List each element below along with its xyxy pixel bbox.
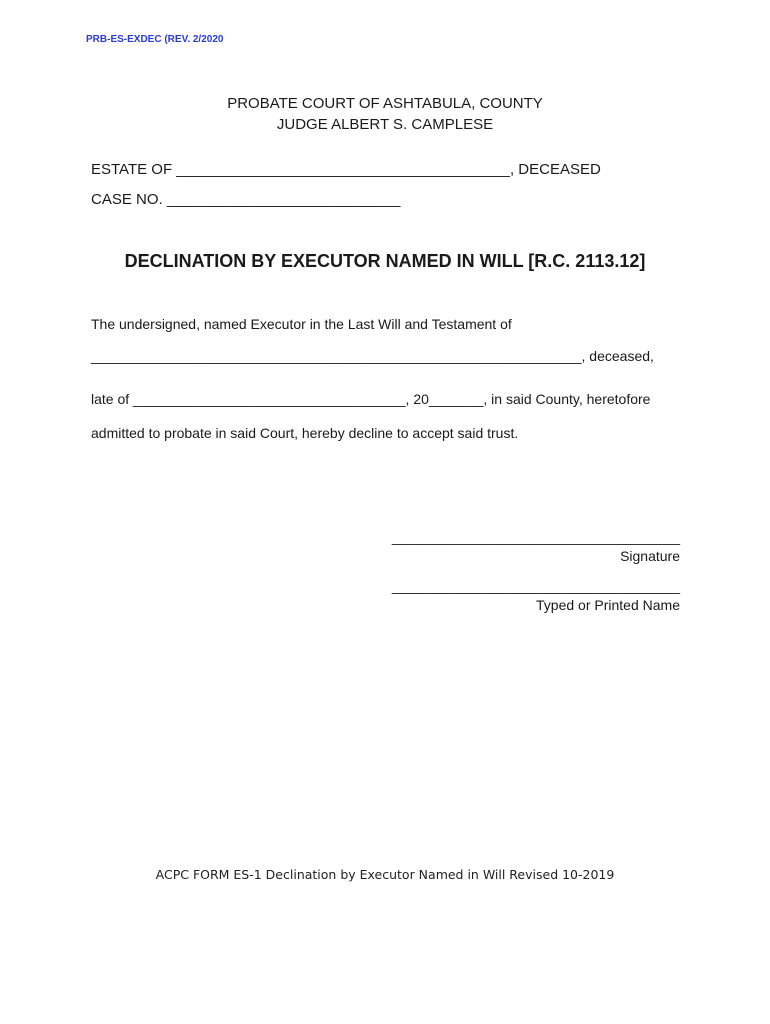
court-header (0, 93, 770, 135)
signature-block (392, 528, 680, 566)
residence-date-field[interactable]: late of ___________________________________, 20_______, in said County, heretofore (91, 391, 651, 407)
court-name: PROBATE COURT OF ASHTABULA, COUNTY (227, 95, 543, 112)
signature-label: Signature (620, 548, 680, 564)
printed-name-line[interactable]: _____________________________________ (391, 578, 680, 594)
case-number-field[interactable]: CASE NO. ____________________________ (91, 191, 401, 208)
signature-line[interactable]: _____________________________________ (391, 529, 680, 545)
document-title: DECLINATION BY EXECUTOR NAMED IN WILL [R.C. 2113.12] (124, 251, 646, 271)
printed-name-label: Typed or Printed Name (536, 597, 680, 613)
judge-name: JUDGE ALBERT S. CAMPLESE (276, 116, 494, 133)
form-code: PRB-ES-EXDEC (REV. 2/2020 (86, 34, 224, 45)
body-line-1: The undersigned, named Executor in the Last Will and Testament of (91, 316, 512, 332)
estate-of-field[interactable]: ESTATE OF ________________________________________, DECEASED (91, 161, 601, 178)
form-footer: ACPC FORM ES-1 Declination by Executor Named in Will Revised 10-2019 (155, 867, 615, 882)
printed-name-block (392, 577, 680, 615)
body-line-4: admitted to probate in said Court, hereby decline to accept said trust. (91, 425, 519, 441)
decedent-name-field[interactable]: _______________________________________________________________, deceased, (91, 348, 654, 364)
